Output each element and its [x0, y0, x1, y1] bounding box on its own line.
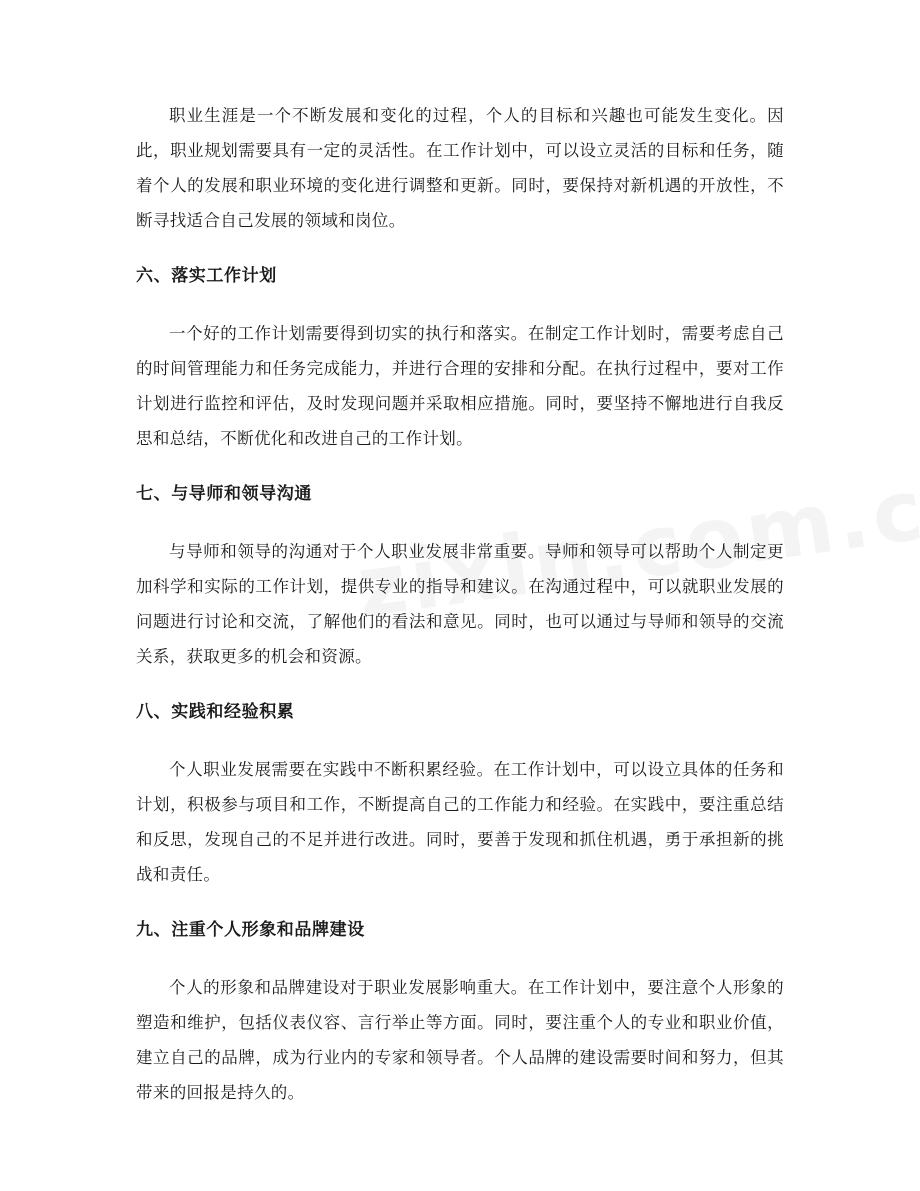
section-8-heading: 八、实践和经验积累: [136, 702, 295, 722]
intro-paragraph: 职业生涯是一个不断发展和变化的过程，个人的目标和兴趣也可能发生变化。因此，职业规划需要具有一定的灵活性。在工作计划中，可以设立灵活的目标和任务，随着个人的发展和职业环境的变化进行调整和更新。同时，要保持对新机遇的开放性，不断寻找适合自己发展的领域和岗位。: [136, 106, 784, 230]
section-8-paragraph: 个人职业发展需要在实践中不断积累经验。在工作计划中，可以设立具体的任务和计划，积极参与项目和工作，不断提高自己的工作能力和经验。在实践中，要注重总结和反思，发现自己的不足并进行改进。同时，要善于发现和抓住机遇，勇于承担新的挑战和责任。: [136, 760, 784, 884]
section-6-paragraph: 一个好的工作计划需要得到切实的执行和落实。在制定工作计划时，需要考虑自己的时间管理能力和任务完成能力，并进行合理的安排和分配。在执行过程中，要对工作计划进行监控和评估，及时发现问题并采取相应措施。同时，要坚持不懈地进行自我反思和总结，不断优化和改进自己的工作计划。: [136, 324, 784, 448]
section-9-heading: 九、注重个人形象和品牌建设: [136, 920, 365, 940]
section-9-paragraph: 个人的形象和品牌建设对于职业发展影响重大。在工作计划中，要注意个人形象的塑造和维护，包括仪表仪容、言行举止等方面。同时，要注重个人的专业和职业价值，建立自己的品牌，成为行业内的专家和领导者。个人品牌的建设需要时间和努力，但其带来的回报是持久的。: [136, 978, 784, 1102]
section-7-paragraph: 与导师和领导的沟通对于个人职业发展非常重要。导师和领导可以帮助个人制定更加科学和实际的工作计划，提供专业的指导和建议。在沟通过程中，可以就职业发展的问题进行讨论和交流，了解他们的看法和意见。同时，也可以通过与导师和领导的交流关系，获取更多的机会和资源。: [136, 542, 784, 666]
section-7-heading: 七、与导师和领导沟通: [136, 484, 312, 504]
section-6-heading: 六、落实工作计划: [136, 266, 277, 286]
document-page: [136, 98, 784, 1110]
